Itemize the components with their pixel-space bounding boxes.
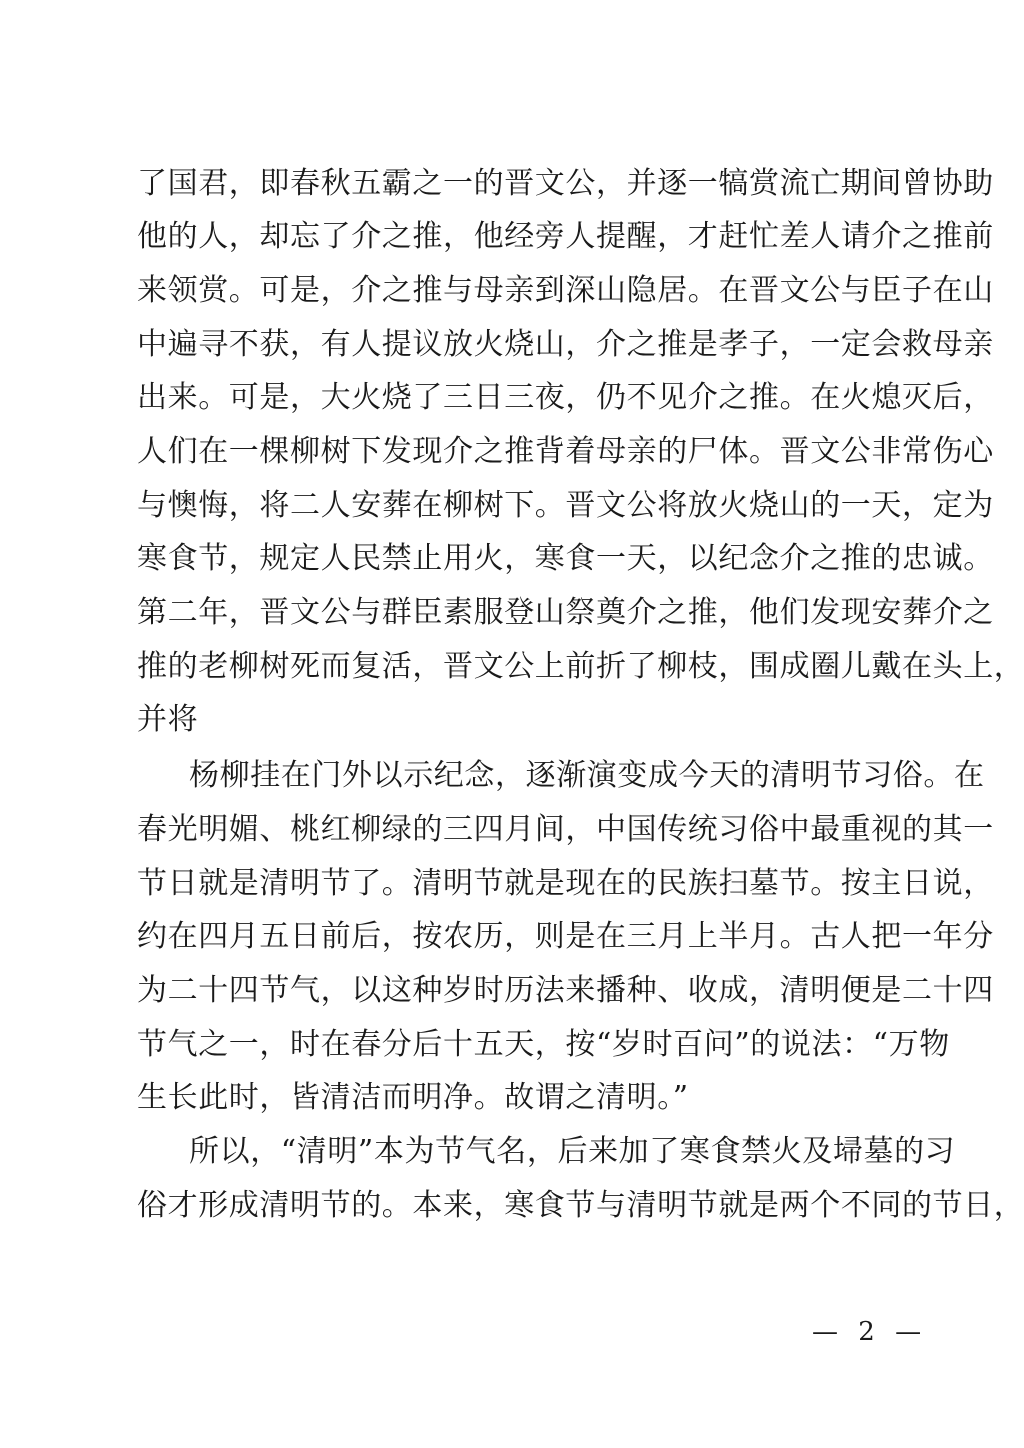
- text-line: 杨柳挂在门外以示纪念，逐渐演变成今天的清明节习俗。在: [189, 758, 985, 793]
- text-line: 了国君，即春秋五霸之一的晋文公，并逐一犒赏流亡期间曾协助: [137, 166, 994, 201]
- text-line: 来领赏。可是，介之推与母亲到深山隐居。在晋文公与臣子在山: [137, 273, 994, 308]
- text-line: 人们在一棵柳树下发现介之推背着母亲的尸体。晋文公非常伤心: [137, 434, 994, 469]
- text-line: 出来。可是，大火烧了三日三夜，仍不见介之推。在火熄灭后，: [137, 380, 994, 415]
- text-line: 并将: [137, 702, 199, 737]
- text-line: 俗才形成清明节的。本来，寒食节与清明节就是两个不同的节日，: [137, 1188, 1024, 1223]
- text-line: 约在四月五日前后，按农历，则是在三月上半月。古人把一年分: [137, 919, 994, 954]
- text-line: 春光明媚、桃红柳绿的三四月间，中国传统习俗中最重视的其一: [137, 812, 994, 847]
- text-line: 与懊悔，将二人安葬在柳树下。晋文公将放火烧山的一天，定为: [137, 488, 994, 523]
- text-line: 生长此时，皆清洁而明净。故谓之清明。”: [137, 1080, 689, 1115]
- text-line: 推的老柳树死而复活，晋文公上前折了柳枝，围成圈儿戴在头上，: [137, 649, 1024, 684]
- text-line: 他的人，却忘了介之推，他经旁人提醒，才赶忙差人请介之推前: [137, 219, 994, 254]
- text-line: 寒食节，规定人民禁止用火，寒食一天，以纪念介之推的忠诚。: [137, 541, 994, 576]
- text-line: 中遍寻不获，有人提议放火烧山，介之推是孝子，一定会救母亲: [137, 327, 994, 362]
- text-line: 所以，“清明”本为节气名，后来加了寒食禁火及埽墓的习: [189, 1134, 956, 1169]
- text-line: 节气之一，时在春分后十五天，按“岁时百问”的说法：“万物: [137, 1027, 950, 1062]
- page-number: — 2 —: [812, 1317, 928, 1347]
- text-line: 第二年，晋文公与群臣素服登山祭奠介之推，他们发现安葬介之: [137, 595, 994, 630]
- text-line: 节日就是清明节了。清明节就是现在的民族扫墓节。按主日说，: [137, 866, 994, 901]
- text-line: 为二十四节气，以这种岁时历法来播种、收成，清明便是二十四: [137, 973, 994, 1008]
